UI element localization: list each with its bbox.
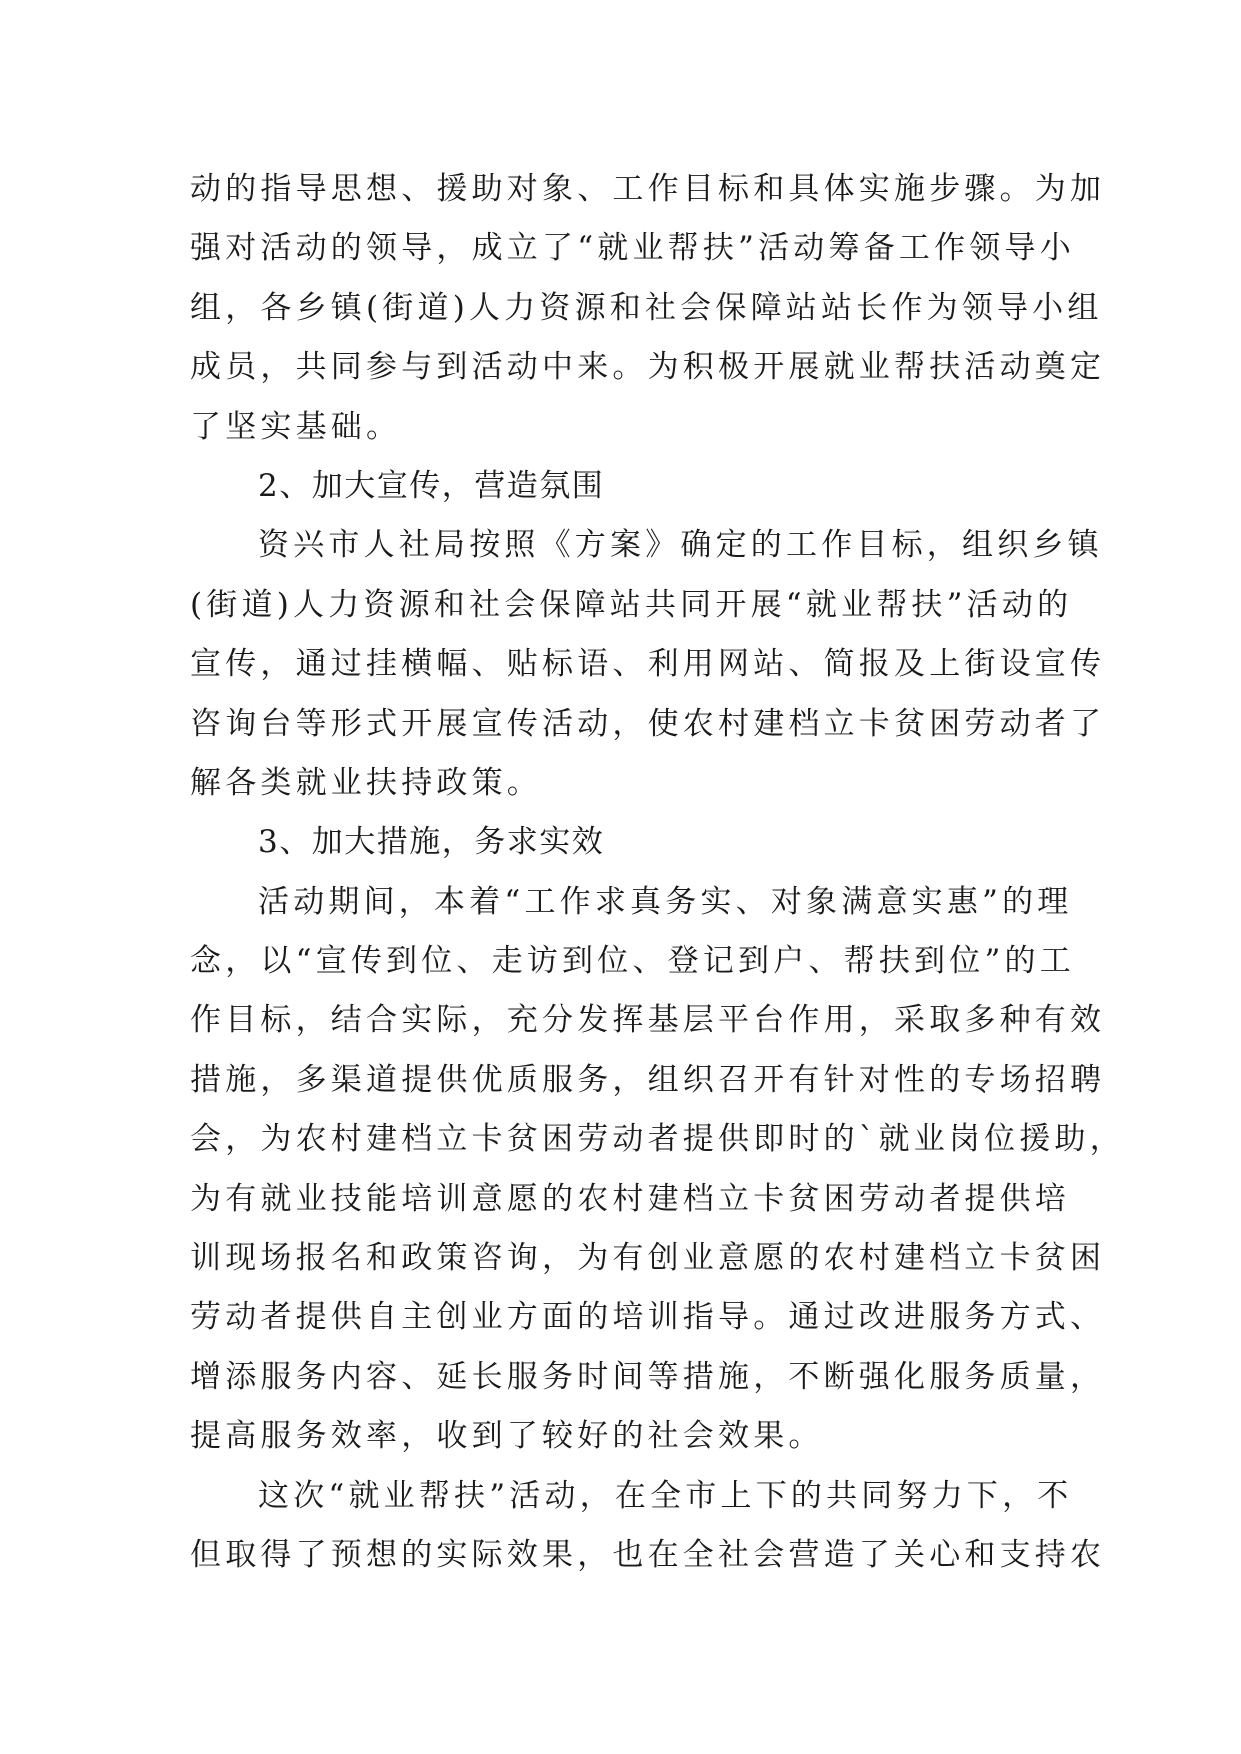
paragraph-first-line: 这次“就业帮扶”活动，在全市上下的共同努力下，不 xyxy=(258,1477,1073,1514)
text-line: 念，以“宣传到位、走访到位、登记到户、帮扶到位”的工 xyxy=(190,943,1075,980)
text-line: 为有就业技能培训意愿的农村建档立卡贫困劳动者提供培 xyxy=(190,1180,1070,1217)
text-line: 会，为农村建档立卡贫困劳动者提供即时的`就业岗位援助， xyxy=(190,1121,1125,1158)
body-text xyxy=(190,160,1125,1585)
text-line: 训现场报名和政策咨询，为有创业意愿的农村建档立卡贫困 xyxy=(190,1240,1106,1277)
text-line: 提高服务效率，收到了较好的社会效果。 xyxy=(190,1418,824,1455)
text-line: 劳动者提供自主创业方面的培训指导。通过改进服务方式、 xyxy=(190,1299,1106,1336)
text-line: 但取得了预想的实际效果，也在全社会营造了关心和支持农 xyxy=(190,1536,1106,1573)
text-line: 强对活动的领导，成立了“就业帮扶”活动筹备工作领导小 xyxy=(190,230,1075,267)
text-line: 动的指导思想、援助对象、工作目标和具体实施步骤。为加 xyxy=(190,171,1106,207)
text-line: 了坚实基础。 xyxy=(190,408,402,445)
text-line: 成员，共同参与到活动中来。为积极开展就业帮扶活动奠定 xyxy=(190,349,1106,386)
text-line: 咨询台等形式开展宣传活动，使农村建档立卡贫困劳动者了 xyxy=(190,705,1106,742)
text-line: 措施，多渠道提供优质服务，组织召开有针对性的专场招聘 xyxy=(190,1061,1106,1098)
section-heading: 3、加大措施，务求实效 xyxy=(258,824,605,861)
section-heading: 2、加大宣传，营造氛围 xyxy=(258,467,605,504)
text-line: 作目标，结合实际，充分发挥基层平台作用，采取多种有效 xyxy=(190,1002,1106,1039)
text-line: (街道)人力资源和社会保障站共同开展“就业帮扶”活动的 xyxy=(190,586,1073,623)
text-line: 增添服务内容、延长服务时间等措施，不断强化服务质量， xyxy=(190,1358,1106,1395)
text-line: 组，各乡镇(街道)人力资源和社会保障站站长作为领导小组 xyxy=(190,289,1103,326)
text-line: 解各类就业扶持政策。 xyxy=(190,764,542,801)
paragraph-first-line: 活动期间，本着“工作求真务实、对象满意实惠”的理 xyxy=(258,883,1073,920)
paragraph-first-line: 资兴市人社局按照《方案》确定的工作目标，组织乡镇 xyxy=(258,527,1103,564)
text-line: 宣传，通过挂横幅、贴标语、利用网站、简报及上街设宣传 xyxy=(190,646,1106,683)
